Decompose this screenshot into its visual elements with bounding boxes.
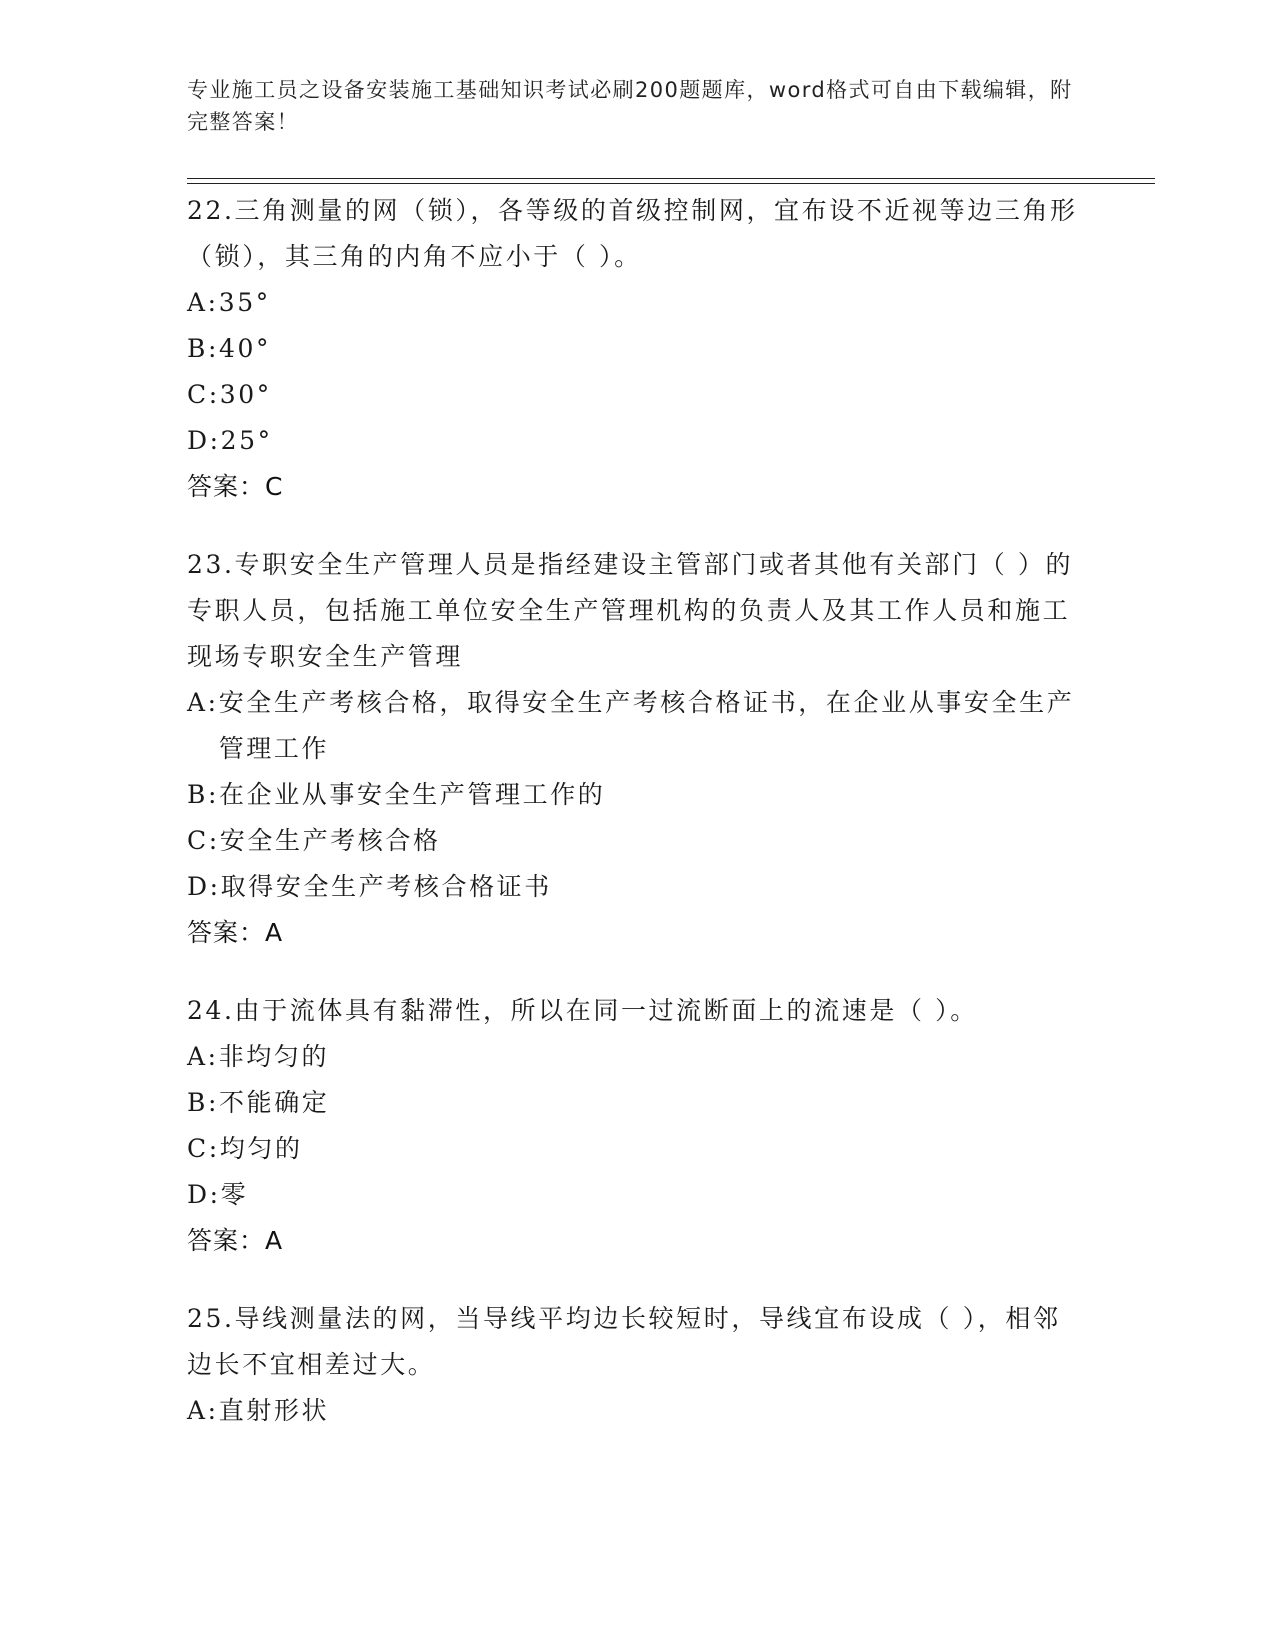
question-text: 24.由于流体具有黏滞性，所以在同一过流断面上的流速是（ ）。 <box>187 996 978 1025</box>
option-a <box>187 1034 1087 1080</box>
option-text: 不能确定 <box>219 1088 330 1117</box>
option-c <box>187 1126 1087 1172</box>
question-text: 22.三角测量的网（锁），各等级的首级控制网，宜布设不近视等边三角形（锁），其三角的内角不应小于（ ）。 <box>187 196 1078 271</box>
question-text: 25.导线测量法的网，当导线平均边长较短时，导线宜布设成（ ），相邻边长不宜相差过大。 <box>187 1304 1061 1379</box>
option-a <box>187 680 1087 772</box>
option-a <box>187 1388 1087 1434</box>
answer-label: 答案：C <box>187 472 284 501</box>
option-key: A: <box>187 288 219 317</box>
option-d <box>187 418 1087 464</box>
question-23 <box>187 542 1087 956</box>
option-d <box>187 1172 1087 1218</box>
option-text: 30° <box>219 380 272 409</box>
question-list <box>187 188 1087 1466</box>
option-key: A: <box>187 1042 219 1071</box>
option-d <box>187 864 1087 910</box>
option-key: B: <box>187 780 219 809</box>
question-24 <box>187 988 1087 1264</box>
option-text: 安全生产考核合格 <box>219 826 441 855</box>
option-text: 零 <box>220 1180 249 1209</box>
option-text: 安全生产考核合格，取得安全生产考核合格证书，在企业从事安全生产管理工作 <box>218 688 1075 763</box>
option-key: C: <box>187 380 220 409</box>
option-key: B: <box>187 334 219 363</box>
question-text: 23.专职安全生产管理人员是指经建设主管部门或者其他有关部门（ ）的专职人员，包括施工单位安全生产管理机构的负责人及其工作人员和施工现场专职安全生产管理 <box>187 550 1074 671</box>
option-key: B: <box>187 1088 219 1117</box>
option-key: A: <box>187 688 219 717</box>
option-b <box>187 1080 1087 1126</box>
option-text: 在企业从事安全生产管理工作的 <box>219 780 606 809</box>
option-text: 40° <box>219 334 272 363</box>
option-c <box>187 818 1087 864</box>
answer-label: 答案：A <box>187 918 284 947</box>
option-key: D: <box>187 1180 221 1209</box>
option-c <box>187 372 1087 418</box>
option-key: C: <box>187 826 220 855</box>
header-divider-top <box>187 178 1155 179</box>
header-divider-bottom <box>187 183 1155 184</box>
option-b <box>187 326 1087 372</box>
option-key: D: <box>187 426 221 455</box>
option-key: A: <box>187 1396 219 1425</box>
answer-label: 答案：A <box>187 1226 284 1255</box>
document-header-title: 专业施工员之设备安装施工基础知识考试必刷200题题库，word格式可自由下载编辑，附完整答案！ <box>187 78 1073 134</box>
option-key: C: <box>187 1134 220 1163</box>
option-b <box>187 772 1087 818</box>
option-a <box>187 280 1087 326</box>
option-text: 取得安全生产考核合格证书 <box>220 872 552 901</box>
option-text: 25° <box>220 426 273 455</box>
option-text: 直射形状 <box>218 1396 330 1425</box>
option-text: 均匀的 <box>219 1134 303 1163</box>
question-25 <box>187 1296 1087 1434</box>
option-text: 非均匀的 <box>218 1042 330 1071</box>
option-key: D: <box>187 872 221 901</box>
question-22 <box>187 188 1087 510</box>
option-text: 35° <box>218 288 271 317</box>
